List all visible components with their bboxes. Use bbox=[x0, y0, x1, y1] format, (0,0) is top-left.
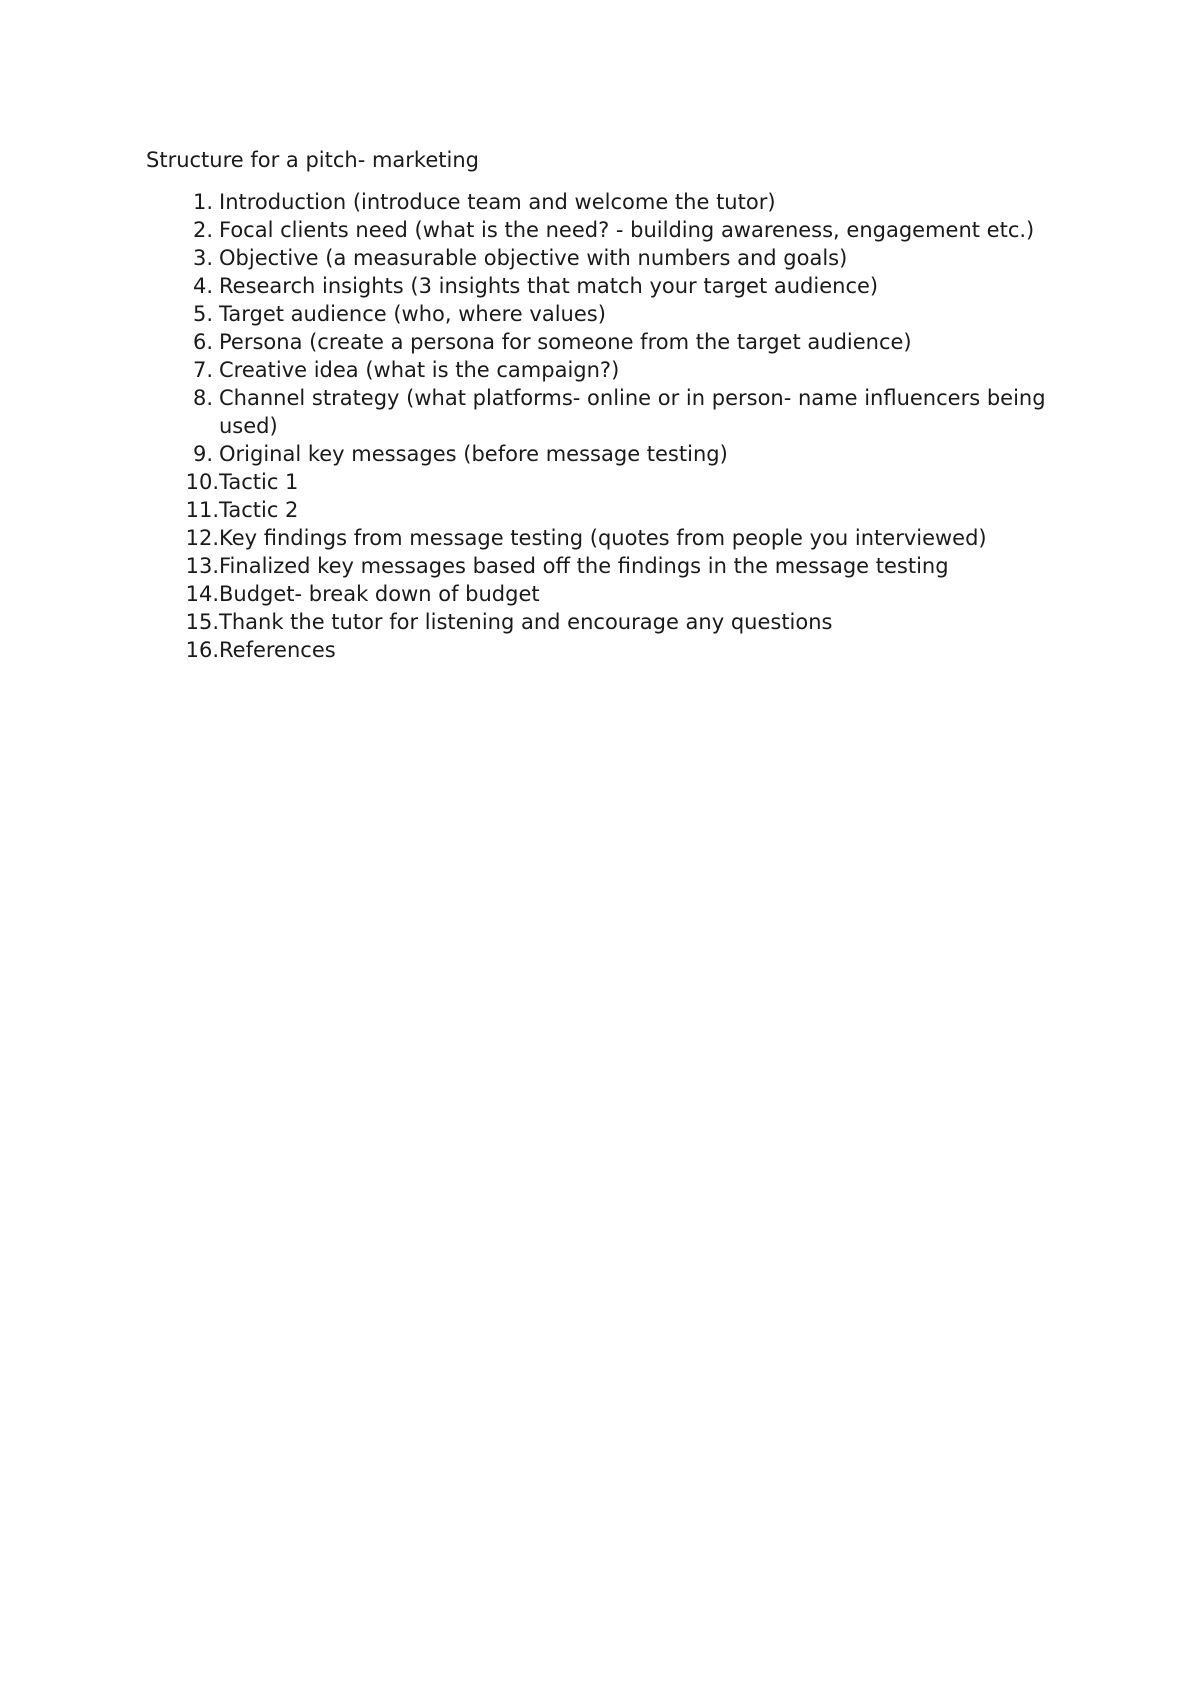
list-item-text: Focal clients need (what is the need? - building awareness, engagement etc.) bbox=[219, 218, 1035, 242]
list-item bbox=[146, 272, 1046, 300]
list-item bbox=[146, 496, 1046, 524]
list-item bbox=[146, 384, 1046, 440]
list-item-text: Target audience (who, where values) bbox=[219, 302, 606, 326]
list-item-number: 5. bbox=[192, 302, 213, 326]
list-item-text: Tactic 2 bbox=[219, 498, 299, 522]
list-item bbox=[146, 216, 1046, 244]
list-item-text: Original key messages (before message testing) bbox=[219, 442, 728, 466]
list-item bbox=[146, 244, 1046, 272]
list-item-text: Budget- break down of budget bbox=[219, 582, 540, 606]
list-item-text: Thank the tutor for listening and encourage any questions bbox=[219, 610, 833, 634]
list-item-number: 13. bbox=[185, 554, 219, 578]
list-item bbox=[146, 552, 1046, 580]
list-item-text: Objective (a measurable objective with numbers and goals) bbox=[219, 246, 848, 270]
list-item-number: 14. bbox=[185, 582, 219, 606]
list-item-number: 11. bbox=[185, 498, 219, 522]
list-item-text: Persona (create a persona for someone from the target audience) bbox=[219, 330, 912, 354]
list-item-number: 7. bbox=[192, 358, 213, 382]
document-title: Structure for a pitch- marketing bbox=[146, 148, 479, 172]
list-item bbox=[146, 636, 1046, 664]
list-item-text: Research insights (3 insights that match your target audience) bbox=[219, 274, 879, 298]
list-item-number: 2. bbox=[192, 218, 213, 242]
list-item bbox=[146, 580, 1046, 608]
list-item bbox=[146, 608, 1046, 636]
list-item-text: Introduction (introduce team and welcome the tutor) bbox=[219, 190, 776, 214]
list-item-number: 3. bbox=[192, 246, 213, 270]
list-item-text: References bbox=[219, 638, 336, 662]
list-item-number: 9. bbox=[192, 442, 213, 466]
list-item-number: 8. bbox=[192, 386, 213, 410]
list-item-text: Creative idea (what is the campaign?) bbox=[219, 358, 620, 382]
list-item-number: 12. bbox=[185, 526, 219, 550]
list-item bbox=[146, 356, 1046, 384]
list-item-text: Key findings from message testing (quotes from people you interviewed) bbox=[219, 526, 987, 550]
list-item-text: Tactic 1 bbox=[219, 470, 299, 494]
list-item-number: 1. bbox=[192, 190, 213, 214]
list-item bbox=[146, 440, 1046, 468]
list-item bbox=[146, 468, 1046, 496]
list-item-text: Finalized key messages based off the findings in the message testing bbox=[219, 554, 949, 578]
list-item-number: 16. bbox=[185, 638, 219, 662]
list-item bbox=[146, 188, 1046, 216]
list-item bbox=[146, 524, 1046, 552]
list-item-number: 15. bbox=[185, 610, 219, 634]
list-item-number: 10. bbox=[185, 470, 219, 494]
pitch-structure-list bbox=[146, 188, 1046, 664]
list-item-text: Channel strategy (what platforms- online or in person- name influencers being used) bbox=[219, 386, 1046, 438]
list-item-number: 4. bbox=[192, 274, 213, 298]
list-item bbox=[146, 300, 1046, 328]
list-item-number: 6. bbox=[192, 330, 213, 354]
list-item bbox=[146, 328, 1046, 356]
